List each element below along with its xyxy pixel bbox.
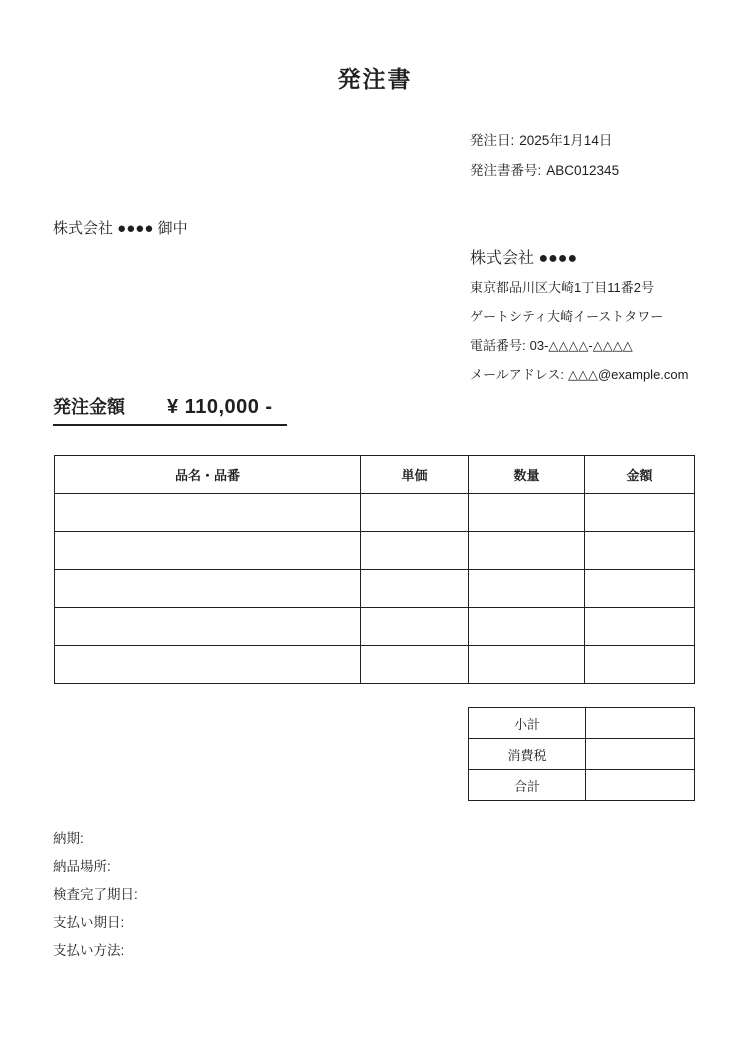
order-date-line (470, 132, 619, 149)
issuer-company-name: 株式会社 ●●●● (470, 250, 578, 267)
order-number-label: 発注書番号: (470, 163, 542, 178)
table-cell (55, 532, 361, 570)
issuer-address-line-2: ゲートシティ大崎イーストタワー (470, 309, 664, 324)
issuer-email-line (470, 366, 688, 383)
order-amount-line (53, 393, 287, 426)
issuer-address-line-1: 東京都品川区大崎1丁目11番2号 (470, 280, 654, 295)
order-date-label: 発注日: (470, 133, 515, 148)
table-cell (361, 532, 469, 570)
summary-table (468, 707, 695, 801)
items-table (54, 455, 695, 684)
table-cell (585, 494, 695, 532)
terms-line: 検査完了期日: (53, 887, 138, 902)
terms-line: 納期: (53, 831, 84, 846)
order-number-line (470, 162, 619, 179)
recipient-name: 株式会社 ●●●● 御中 (53, 220, 188, 237)
summary-table-body (469, 708, 695, 801)
order-meta-block (470, 132, 619, 192)
summary-value (586, 739, 695, 770)
table-cell (361, 494, 469, 532)
items-col-header: 金額 (585, 456, 695, 494)
table-row (55, 608, 695, 646)
terms-line: 支払い方法: (53, 943, 125, 958)
summary-label: 合計 (469, 770, 586, 801)
table-cell (361, 646, 469, 684)
table-row (55, 570, 695, 608)
issuer-email-label: メールアドレス: (470, 367, 564, 382)
issuer-phone-line (470, 337, 688, 354)
table-row (55, 646, 695, 684)
issuer-email-value: △△△@example.com (567, 367, 689, 382)
summary-row (469, 708, 695, 739)
items-table-body (55, 494, 695, 684)
table-cell (361, 608, 469, 646)
summary-label: 小計 (469, 708, 586, 739)
table-cell (469, 570, 585, 608)
terms-line: 納品場所: (53, 859, 111, 874)
terms-block (53, 830, 138, 970)
table-row (55, 494, 695, 532)
table-cell (361, 570, 469, 608)
issuer-phone-label: 電話番号: (470, 338, 526, 353)
issuer-block (470, 249, 688, 395)
table-row (55, 532, 695, 570)
table-cell (585, 608, 695, 646)
summary-row (469, 739, 695, 770)
table-cell (469, 608, 585, 646)
items-col-header: 単価 (361, 456, 469, 494)
terms-line: 支払い期日: (53, 915, 125, 930)
order-amount-value: ¥ 110,000 - (167, 396, 273, 418)
page-title: 発注書 (337, 66, 413, 92)
table-cell (585, 570, 695, 608)
table-cell (55, 608, 361, 646)
table-cell (469, 646, 585, 684)
table-cell (585, 532, 695, 570)
table-cell (469, 532, 585, 570)
table-cell (55, 570, 361, 608)
order-amount-label: 発注金額 (53, 397, 125, 417)
order-date-value: 2025年1月14日 (519, 133, 613, 148)
items-table-header-row (55, 456, 695, 494)
summary-row (469, 770, 695, 801)
table-cell (55, 646, 361, 684)
order-number-value: ABC012345 (546, 163, 620, 178)
summary-value (586, 770, 695, 801)
summary-value (586, 708, 695, 739)
summary-label: 消費税 (469, 739, 586, 770)
items-col-header: 数量 (469, 456, 585, 494)
table-cell (469, 494, 585, 532)
items-col-header: 品名・品番 (55, 456, 361, 494)
table-cell (585, 646, 695, 684)
issuer-phone-value: 03-△△△△-△△△△ (529, 338, 633, 353)
table-cell (55, 494, 361, 532)
